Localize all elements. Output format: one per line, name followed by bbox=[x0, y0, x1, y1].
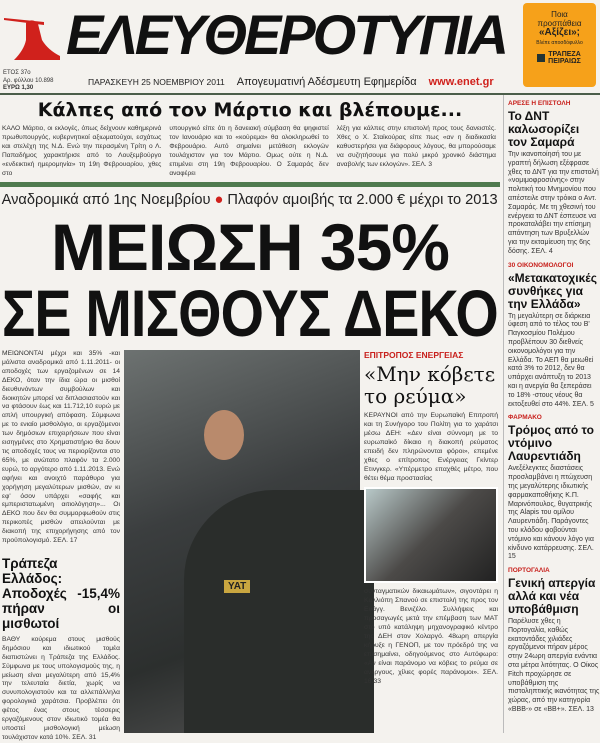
sidebar-section: ΠΟΡΤΟΓΑΛΙΑ bbox=[508, 567, 550, 575]
energy-body-continued: συνταγματικών δικαιωμάτων», σιγοντάρει η Καλλιόπη Σπανού σε επιστολή της προς τον Ευάγγ. Βενιζέλο. Συλλήψεις και προσαγωγές μετά την επέμβαση των ΜΑΤ στο υπό κατάληψη μηχανογραφικό κέντρο της ΔΕΗ στον Χολαργό. 48ωρη απεργία κήρυξε η ΓΕΝΟΠ, με τον πρόεδρό της να επισημαίνει, οδηγούμενος στο Αυτόφωρο: «Αν είναι παράνομο να κόβεις το ρεύμα σε ανέργους, χίλιες φορές παράνομοι». ΣΕΛ. 16,33 bbox=[364, 588, 498, 685]
protest-photo bbox=[124, 350, 360, 733]
ad-small: Βλέπε αποσδόφυλλο bbox=[536, 40, 583, 46]
sidebar-body: Παρέλυσε χθες η Πορτογαλία, καθώς εκατοντάδες χιλιάδες εργαζόμενοι πήραν μέρος στην 24ωρη απεργία ενάντια στα μέτρα λιτότητας. Ο Οίκος Fitch προχώρησε σε υποβάθμιση της πιστοληπτικής ικανότητας της χώρας, από την κατηγορία «BBB-» σε «BB+». ΣΕΛ. 13 bbox=[508, 618, 600, 714]
main-story-body: ΜΕΙΩΝΟΝΤΑΙ μέχρι και 35% -και μάλιστα αναδρομικά από 1.11.2011- οι αποδοχές των εργαζομένων σε 14 ΔΕΚΟ, όταν την ίδια ώρα οι μισθοί διευθυνόντων συμβούλων και διοικητών μπορεί να διπλασιαστούν και να φτάσουν έως και 11.712,10 ευρώ με απλή υπουργική απόφαση. Σύμφωνα με το ενιαίο μισθολόγιο, οι εργαζόμενοι των δημόσιων επιχειρήσεων που είναι εισηγμένες στο Χρηματιστήριο θα δουν τις αποδοχές τους να περιορίζονται στο 65%, με ανώτατο πλαφόν τα 2.000 ευρώ, το αργότερο από 1.11.2013. Ενώ αφήνει και ανοιχτό παράθυρο για χορήγηση μεγαλύτερων μισθών, αν κι εφ' όσον υπάρχει «σαφής και εμπεριστατωμένη αιτιολόγηση»... Οι ΔΕΚΟ που δεν θα συμμορφωθούν στις περικοπές μισθών απειλούνται με διακοπή της επιχορήγησης από τον προϋπολογισμό. ΣΕΛ. 17 bbox=[2, 350, 120, 545]
bank-story-body: ΒΑΘΥ κούρεμα στους μισθούς δημόσιου και ιδιωτικού τομέα διαπιστώνει η Τράπεζα της Ελλάδος. Σύμφωνα με τους υπολογισμούς της, η μείωση είναι μεγαλύτερη από 15,4% την τελευταία διετία, χωρίς να συνυπολογιστούν και τα αλλεπάλληλα φορολογικά χαράτσια. Προβλέπει ότι φέτος ένας στους τέσσερις εργαζόμενους στον ιδιωτικό τομέα θα υποστεί μισθολογική μείωση τουλάχιστον κατά 10%. ΣΕΛ. 31 bbox=[2, 635, 120, 741]
bank-name: ΤΡΑΠΕΖΑ ΠΕΙΡΑΙΩΣ bbox=[548, 51, 581, 65]
sidebar-headline[interactable]: Τρόμος από το ντόμινο Λαυρεντιάδη bbox=[508, 423, 594, 464]
main-headline-line1[interactable]: ΜΕΙΩΣΗ 35% bbox=[51, 210, 449, 284]
top-story-body bbox=[2, 124, 496, 178]
ad-line: «Αξίζει»; bbox=[538, 27, 581, 38]
sidebar-body: Την ικανοποίησή του με γραπτή δήλωση εξέφρασε χθες το ΔΝΤ για την επιστολή «νομιμοφροσύνης» στην πολιτική του Μνημονίου που απέστειλε στην τρόικα ο Αντ. Σαμαράς. Με τη χθεσινή του ενέργεια το ΔΝΤ έσπευσε να προκαταλάβει την επίσημη απάντηση των Βρυξελλών για την εκταμίευση της 6ης δόσης. ΣΕΛ. 4 bbox=[508, 151, 599, 255]
section-label: ΕΠΙΤΡΟΠΟΣ ΕΝΕΡΓΕΙΑΣ bbox=[364, 350, 464, 360]
text-column: υπουργικό είπε ότι η δανειακή σύμβαση θα ψηφιστεί τον Ιανουάριο και το «κούρεμα» θα ολοκληρωθεί το Φεβρουάριο. Αυτό σημαίνει μετάθεση εκλογών τουλάχιστον για τον Μάρτιο. Ομως ούτε η Ν.Δ. επιμένει στη 19η Φεβρουαρίου. Ο Σαμαράς δεν αναφέρει bbox=[169, 125, 329, 177]
main-headline-line2[interactable]: ΣΕ ΜΙΣΘΟΥΣ ΔΕΚΟ bbox=[1, 276, 498, 350]
energy-body: ΚΕΡΑΥΝΟΙ από την Ευρωπαϊκή Επιτροπή και τη Συνήγορο του Πολίτη για το χαράτσι μέσω ΔΕΗ: «Δεν είναι σύννομη με το ευρωπαϊκό δίκαιο η διακοπή ρεύματος επειδή δεν πληρώνονται φόροι», επεμένε χθες ο επίτροπος Ενέργειας Γκίντερ Ετινγκερ. «Υπέρμετρο επαχθές μέτρο, που θέτει θέμα προστασίας bbox=[364, 412, 498, 482]
text-column: λέξη για κάλπες στην επιστολή προς τους δανειστές. Χθες ο Χ. Σταϊκούρας είπε πως «αν η διαδικασία καθυστερήσει για διάφορους λόγους, θα μπορούσαμε να συζητήσουμε για πολύ μικρό χρονικό διάστημα αναβολής των εκλογών». ΣΕΛ. 3 bbox=[336, 125, 496, 168]
year-label: ΕΤΟΣ 37ο bbox=[3, 70, 31, 76]
sidebar-headline[interactable]: «Μετακατοχικές συνθήκες για την Ελλάδα» bbox=[508, 270, 597, 311]
sidebar-headline[interactable]: Γενική απεργία αλλά και νέα υποβάθμιση bbox=[508, 576, 596, 617]
issue-date: ΠΑΡΑΣΚΕΥΗ 25 ΝΟΕΜΒΡΙΟΥ 2011 bbox=[88, 77, 225, 87]
ad-line: Ποια bbox=[551, 10, 568, 19]
bank-advertisement[interactable] bbox=[523, 3, 596, 87]
bank-logo-icon bbox=[537, 54, 545, 62]
bullet-icon: ● bbox=[214, 191, 224, 208]
main-subhead bbox=[2, 191, 498, 209]
top-headline[interactable]: Κάλπες από τον Μάρτιο και βλέπουμε... bbox=[37, 99, 463, 121]
divider bbox=[0, 182, 500, 187]
shield-badge: ΥΑΤ bbox=[224, 580, 250, 593]
sidebar-section: 30 ΟΙΚΟΝΟΜΟΛΟΓΟΙ bbox=[508, 261, 574, 269]
left-column bbox=[2, 350, 120, 741]
masthead bbox=[66, 2, 514, 68]
issue-number: Αρ. φύλλου 10.898 bbox=[3, 77, 54, 84]
website-link[interactable]: www.enet.gr bbox=[428, 76, 494, 88]
sidebar bbox=[503, 95, 600, 733]
sidebar-section: ΑΡΕΣΕ Η ΕΠΙΣΤΟΛΗ bbox=[508, 100, 571, 107]
sidebar-body: Τη μεγαλύτερη σε διάρκεια ύφεση από το τέλος του Β' Παγκοσμίου Πολέμου προβλέπουν 30 διεθνείς οικονομολόγοι για την Ελλάδα. Το ΑΕΠ θα μειωθεί κατά 3% το 2012, δεν θα υπάρχει ανάπτυξη το 2013 και η ανεργία θα ξεπεράσει το 18% -στους νέους θα εκτοξευθεί στο 44%. ΣΕΛ. 5 bbox=[508, 312, 594, 408]
police-shield bbox=[184, 490, 374, 733]
sidebar-section: ΦΑΡΜΑΚΟ bbox=[508, 414, 542, 422]
logo-figure-icon bbox=[4, 10, 62, 60]
sidebar-body: Ανεξέλεγκτες διαστάσεις προσλαμβάνει η πτώχευση της μεγαλύτερης ιδιωτικής φαρμακαποθήκης Κ.Π. Μαρινόπουλος, θυγατρικής της Alapis του ομίλου Λαυρεντιάδη. Παράγοντες του κλάδου φοβούνται ντόμινο και κάνουν λόγο για κίνδυνο κατάρρευσης. ΣΕΛ. 15 bbox=[508, 465, 594, 561]
masthead-info bbox=[88, 76, 518, 88]
slogan: Απογευματινή Αδέσμευτη Εφημερίδα bbox=[236, 76, 417, 88]
energy-headline[interactable]: «Μην κόβετε το ρεύμα» bbox=[364, 362, 496, 408]
text-column: ΚΑΛΟ Μάρτιο, οι εκλογές, όπως δείχνουν καθημερινά πρωθυπουργός, κυβερνητικοί αξιωματούχοι, εσχάτως και στελέχη της Ν.Δ. Ενώ την περασμένη Τρίτη ο Λ. Παπαδήμος χαρακτήρισε από το Λουξεμβούργο «ενδεικτική ημερομηνία» τη 19η Φεβρουαρίου, χθες στο bbox=[2, 125, 162, 177]
newspaper-title: ΕΛΕΥΘΕΡΟΤΥΠΙΑ bbox=[66, 3, 506, 66]
arrest-photo bbox=[364, 487, 498, 583]
subhead-right: Πλαφόν αμοιβής τα 2.000 € μέχρι το 2013 bbox=[227, 191, 499, 208]
issue-meta bbox=[3, 70, 53, 93]
sidebar-headline[interactable]: Το ΔΝΤ καλωσορίζει τον Σαμαρά bbox=[508, 109, 580, 149]
man-face bbox=[204, 410, 244, 460]
subhead-left: Αναδρομικά από 1ης Νοεμβρίου bbox=[1, 191, 211, 208]
price: ΕΥΡΩ 1,30 bbox=[3, 85, 34, 91]
energy-story bbox=[364, 350, 498, 733]
ad-line: προσπάθεια bbox=[537, 19, 582, 28]
bank-story-headline[interactable]: Τράπεζα Ελλάδος: Αποδοχές -15,4% πήραν οι μισθωτοί bbox=[2, 555, 120, 631]
